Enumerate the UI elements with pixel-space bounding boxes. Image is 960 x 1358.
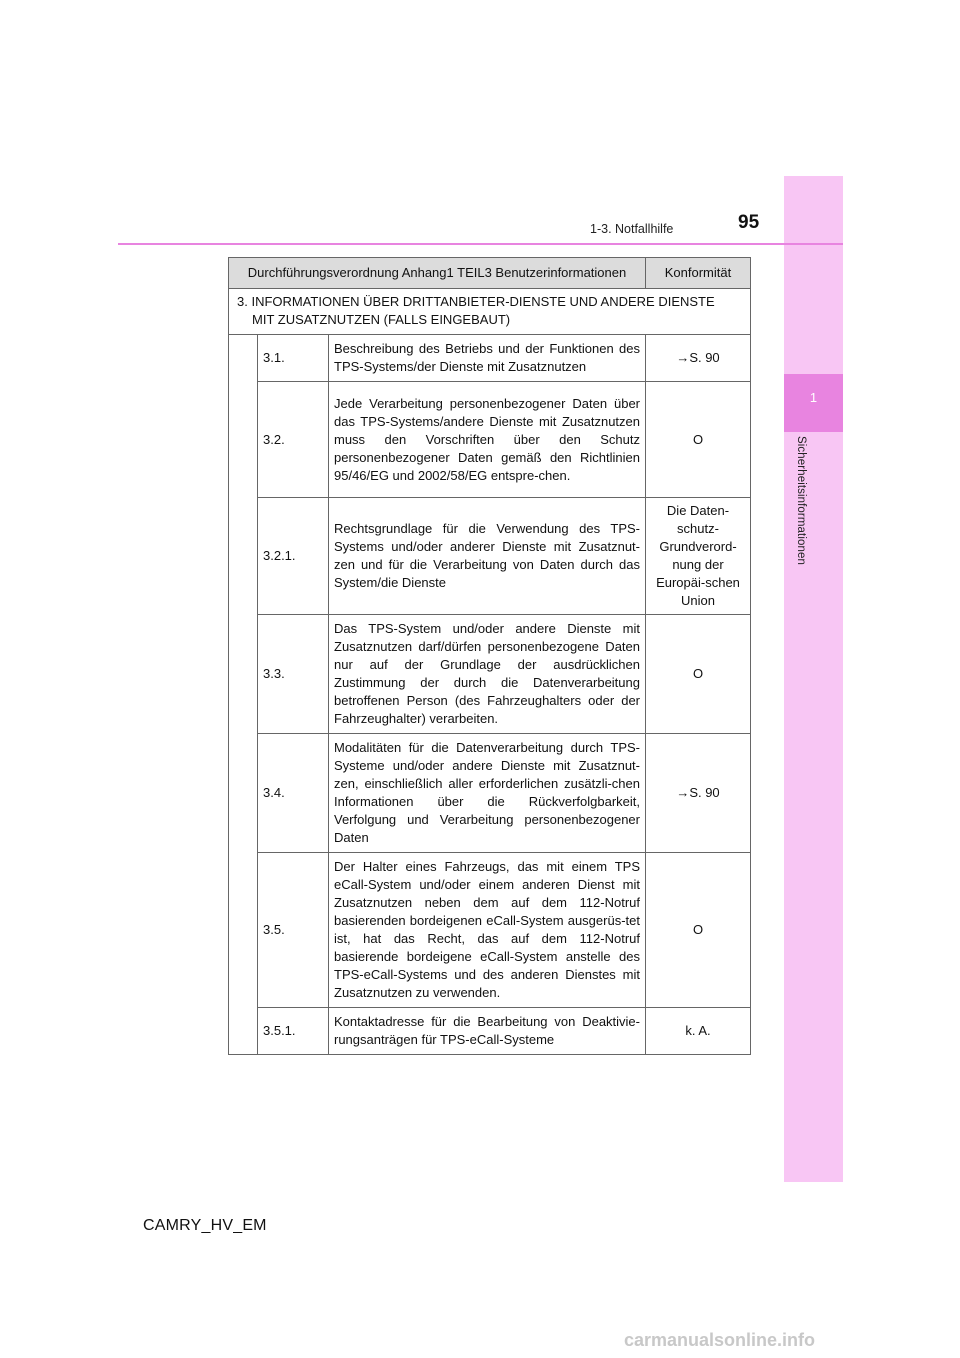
row-number: 3.4. — [258, 734, 329, 853]
intro-line-1: 3. INFORMATIONEN ÜBER DRITTANBIETER-DIENSTE UND ANDERE DIENSTE — [237, 294, 715, 309]
table-header-row — [229, 258, 751, 289]
row-description: Rechtsgrundlage für die Verwendung des TPS-Systems und/oder anderer Dienste mit Zusatznut-zen und für die Verarbeitung von Daten durch das System/die Dienste — [329, 498, 646, 615]
intro-line-2: MIT ZUSATZNUTZEN (FALLS EINGEBAUT) — [252, 312, 511, 327]
table-row — [229, 853, 751, 1008]
row-description: Kontaktadresse für die Bearbeitung von Deaktivie-rungsanträgen für TPS-eCall-Systeme — [329, 1008, 646, 1055]
header-conformity: Konformität — [646, 258, 751, 289]
row-conformity: →S. 90 — [646, 734, 751, 853]
row-description: Modalitäten für die Datenverarbeitung durch TPS-Systeme und/oder andere Dienste mit Zusatznut-zen, einschließlich aller erforderlichen zusätzli-chen Informationen über die Rückverfolgbarkeit, Verfolgung und Verarbeitung personenbezogener Daten — [329, 734, 646, 853]
row-number: 3.2. — [258, 382, 329, 498]
header-regulation: Durchführungsverordnung Anhang1 TEIL3 Benutzerinformationen — [229, 258, 646, 289]
row-conformity: k. A. — [646, 1008, 751, 1055]
table-row — [229, 498, 751, 615]
row-number: 3.1. — [258, 335, 329, 382]
row-description: Jede Verarbeitung personenbezogener Daten über das TPS-Systems/andere Dienste mit Zusatznutzen muss den Vorschriften über den Schutz personenbezogener Daten gemäß den Richtlinien 95/46/EG und 2002/58/EG entspre-chen. — [329, 382, 646, 498]
row-conformity: O — [646, 382, 751, 498]
table-intro-row — [229, 289, 751, 335]
page-number: 95 — [738, 212, 760, 233]
chapter-label: Sicherheitsinformationen — [795, 436, 807, 565]
header-rule — [118, 243, 843, 245]
document-code: CAMRY_HV_EM — [143, 1217, 267, 1234]
table-row — [229, 1008, 751, 1055]
row-number: 3.5. — [258, 853, 329, 1008]
chapter-number: 1 — [809, 390, 818, 405]
indent-column — [229, 335, 258, 1055]
section-label: 1-3. Notfallhilfe — [590, 222, 674, 236]
watermark: carmanualsonline.info — [624, 1330, 816, 1350]
row-conformity: Die Daten-schutz-Grundverord-nung der Europäi-schen Union — [646, 498, 751, 615]
user-information-table — [228, 257, 751, 1055]
row-number: 3.3. — [258, 615, 329, 734]
table-row — [229, 335, 751, 382]
row-number: 3.5.1. — [258, 1008, 329, 1055]
row-conformity: O — [646, 615, 751, 734]
table-row — [229, 382, 751, 498]
row-description: Beschreibung des Betriebs und der Funktionen des TPS-Systems/der Dienste mit Zusatznutzen — [329, 335, 646, 382]
row-number: 3.2.1. — [258, 498, 329, 615]
row-description: Das TPS-System und/oder andere Dienste mit Zusatznutzen darf/dürfen personenbezogene Daten nur auf der Grundlage der ausdrücklichen Zustimmung der durch die Datenverarbeitung betroffenen Person (des Fahrzeughalters oder der Fahrzeughalter) verarbeiten. — [329, 615, 646, 734]
intro-cell — [229, 289, 751, 335]
row-conformity: O — [646, 853, 751, 1008]
row-conformity: →S. 90 — [646, 335, 751, 382]
table-row — [229, 615, 751, 734]
chapter-side-tab — [784, 176, 843, 1182]
row-description: Der Halter eines Fahrzeugs, das mit einem TPS eCall-System und/oder einem anderen Dienst mit Zusatznutzen neben dem auf dem 112-Notruf basierenden bordeigenen eCall-System ausgerüs-tet ist, hat das Recht, das auf dem 112-Notruf basierende bordeigene eCall-System anstelle des TPS-eCall-Systems und des anderen Dienstes mit Zusatznutzen zu verwenden. — [329, 853, 646, 1008]
table-row — [229, 734, 751, 853]
